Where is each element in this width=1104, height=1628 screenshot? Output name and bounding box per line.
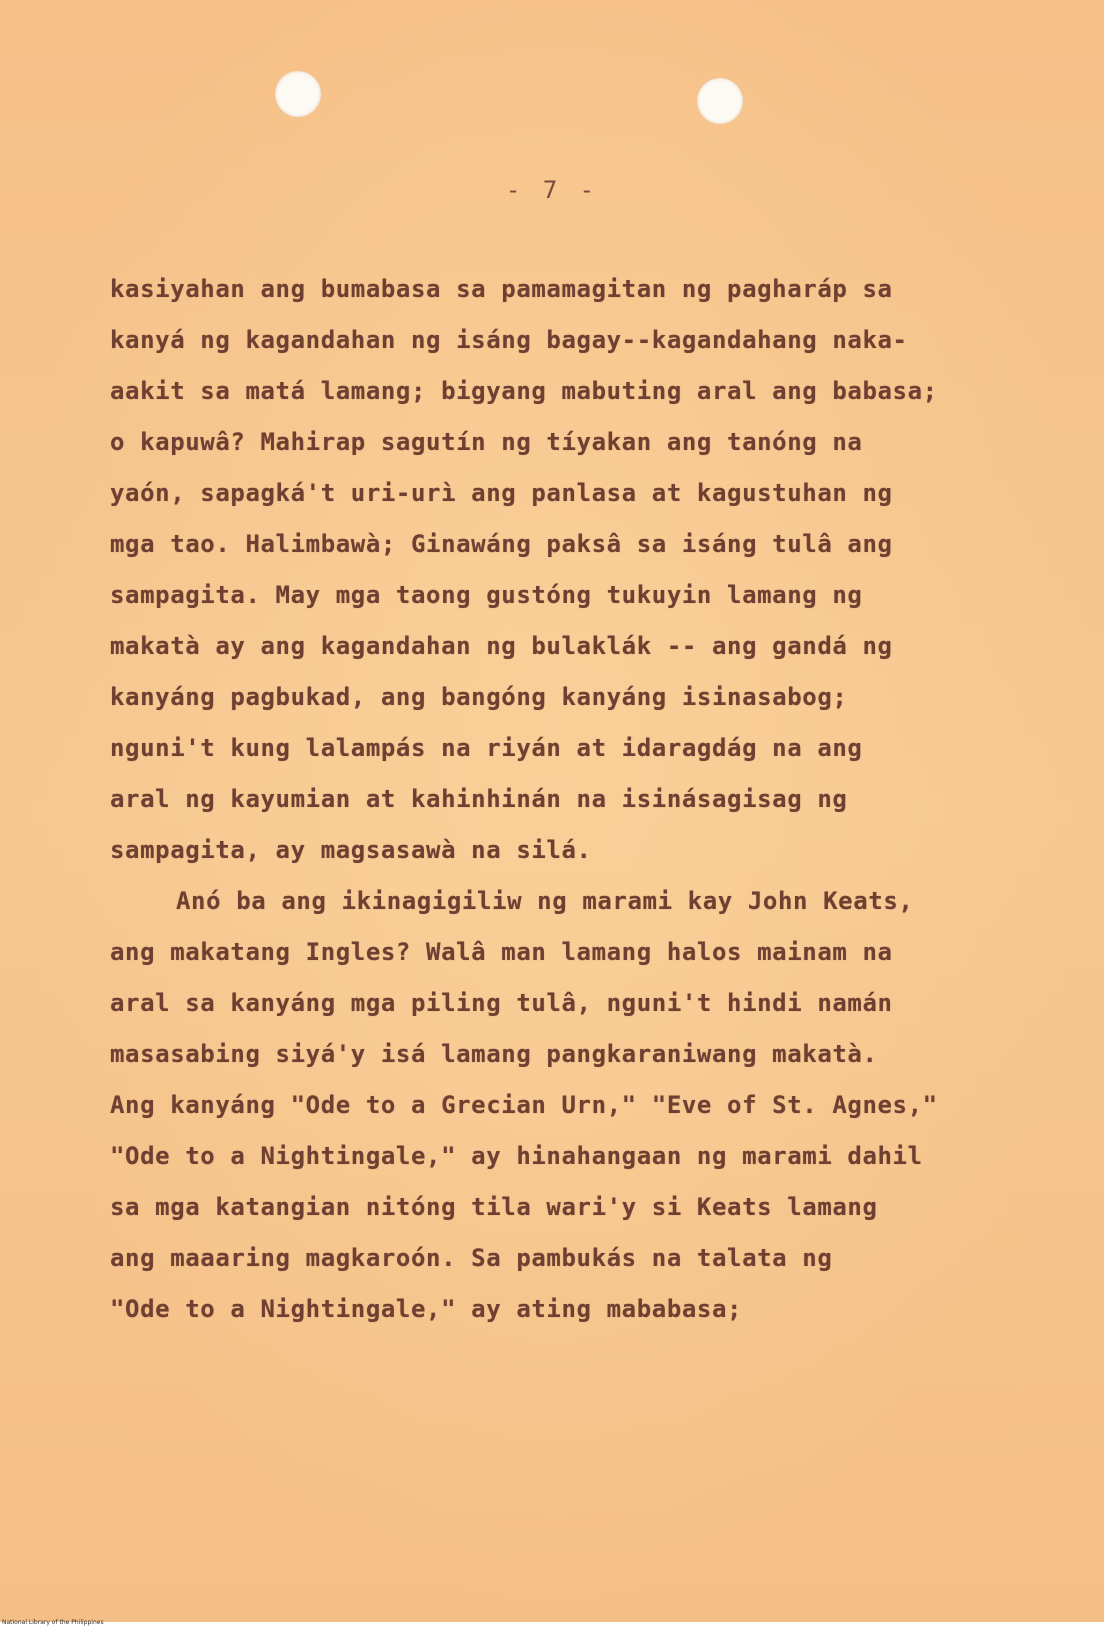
text-line: mga tao. Halimbawà; Ginawáng paksâ sa isáng tulâ ang <box>110 530 893 558</box>
text-line: Anó ba ang ikinagigiliw ng marami kay John Keats, <box>176 887 914 915</box>
text-line: ang makatang Ingles? Walâ man lamang halos mainam na <box>110 938 893 966</box>
text-line: nguni't kung lalampás na riyán at idaragdág na ang <box>110 734 863 762</box>
text-line: aral ng kayumian at kahinhinán na isinásagisag ng <box>110 785 848 813</box>
punch-hole-left <box>275 71 321 117</box>
page-number: - 7 - <box>505 176 599 204</box>
text-line: "Ode to a Nightingale," ay ating mababasa; <box>110 1295 743 1323</box>
text-line: yaón, sapagká't uri-urì ang panlasa at kagustuhan ng <box>110 479 893 507</box>
text-line: o kapuwâ? Mahirap sagutín ng tíyakan ang tanóng na <box>110 428 863 456</box>
text-line: sampagita, ay magsasawà na silá. <box>110 836 592 864</box>
punch-hole-right <box>697 78 743 124</box>
text-line: aral sa kanyáng mga piling tulâ, nguni't hindi namán <box>110 989 893 1017</box>
text-line: makatà ay ang kagandahan ng bulaklák -- ang gandá ng <box>110 632 893 660</box>
text-line: masasabing siyá'y isá lamang pangkaraniwang makatà. <box>110 1040 878 1068</box>
text-line: kanyáng pagbukad, ang bangóng kanyáng isinasabog; <box>110 683 848 711</box>
text-line: kasiyahan ang bumabasa sa pamamagitan ng pagharáp sa <box>110 275 893 303</box>
text-line: sampagita. May mga taong gustóng tukuyin lamang ng <box>110 581 863 609</box>
text-line: ang maaaring magkaroón. Sa pambukás na talata ng <box>110 1244 833 1272</box>
text-line: "Ode to a Nightingale," ay hinahangaan ng marami dahil <box>110 1142 923 1170</box>
text-line: aakit sa matá lamang; bigyang mabuting aral ang babasa; <box>110 377 938 405</box>
text-line: sa mga katangian nitóng tila wari'y si Keats lamang <box>110 1193 878 1221</box>
text-line: kanyá ng kagandahan ng isáng bagay--kagandahang naka- <box>110 326 908 354</box>
text-line: Ang kanyáng "Ode to a Grecian Urn," "Eve of St. Agnes," <box>110 1091 938 1119</box>
footer-credit: National Library of the Philippines <box>2 1619 104 1626</box>
